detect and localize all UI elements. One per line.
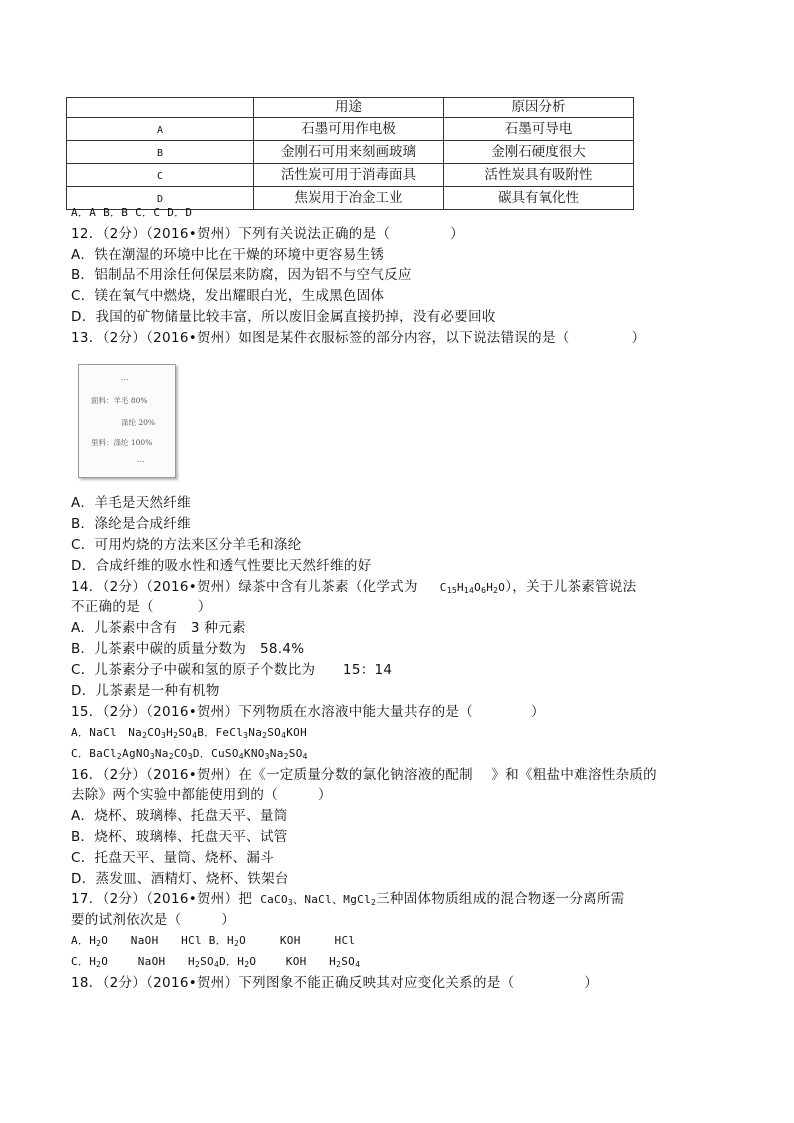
q17-options-line1: A．$H_2O$ NaOH HCl B．$H_2O$ KOH HCl (71, 934, 356, 948)
reason-cell: 石墨可导电 (444, 118, 634, 141)
q13-paren-close: ） (631, 330, 646, 346)
q17-stem (71, 889, 625, 910)
q14-formula: $C_{15}H_{14}O_6H_2O$ (439, 581, 506, 595)
q16-option-d: D．蒸发皿、酒精灯、烧杯、铁架台 (71, 871, 289, 887)
label-dots-top: … (121, 373, 129, 382)
q16-option-c: C．托盘天平、量筒、烧杯、漏斗 (71, 850, 274, 866)
q12-option-c: C．镁在氧气中燃烧，发出耀眼白光，生成黑色固体 (71, 288, 385, 304)
q13-stem-text: 13．（2分）（2016•贺州）如图是某件衣服标签的部分内容，以下说法错误的是（ (71, 330, 570, 346)
q13-option-d: D．合成纤维的吸水性和透气性要比天然纤维的好 (71, 558, 372, 574)
table-header-cell: 用途 (254, 98, 444, 118)
use-cell: 活性炭可用于消毒面具 (254, 164, 444, 187)
table-header-cell (67, 98, 254, 118)
q15-options-line1: A．NaCl $Na_2CO_3H_2SO_4B$．$FeCl_3Na_2SO_4KOH$ (71, 726, 308, 740)
q18-stem (71, 973, 598, 993)
label-line-1: 面料：羊毛 80% (91, 396, 148, 405)
q17-stem-line2 (71, 910, 235, 930)
q14-stem-line2 (71, 597, 212, 617)
use-cell: 焦炭用于冶金工业 (254, 187, 444, 210)
row-label: A (67, 118, 254, 141)
table-row (67, 141, 634, 164)
q14-option-c: C．儿茶素分子中碳和氢的原子个数比为 15：14 (71, 662, 393, 678)
q16-paren-close: ） (318, 787, 332, 803)
q15-options-line2: C．$BaCl_2AgNO_3Na_2CO_3D$．$CuSO_4KNO_3Na_2SO_4$ (71, 747, 308, 761)
reason-cell: 碳具有氧化性 (444, 187, 634, 210)
q15-paren-close: ） (531, 704, 545, 720)
table-row (67, 164, 634, 187)
q14-stem-line2-text: 不正确的是（ (71, 599, 154, 615)
table-header-row (67, 98, 634, 118)
q13-option-a: A．羊毛是天然纤维 (71, 495, 191, 511)
q14-stem-text-a: 14．（2分）（2016•贺州）绿茶中含有儿茶素（化学式为 (71, 579, 418, 595)
q12-paren-close: ） (450, 226, 464, 242)
q14-option-b: B．儿茶素中碳的质量分数为 58.4% (71, 641, 305, 657)
table-header-cell: 原因分析 (444, 98, 634, 118)
q13-option-c: C．可用灼烧的方法来区分羊毛和涤纶 (71, 537, 302, 553)
label-line-2: 涤纶 20% (121, 418, 156, 427)
q13-stem (71, 328, 645, 348)
answer-table (66, 97, 634, 210)
q14-stem (71, 577, 636, 598)
q16-stem-line2 (71, 785, 332, 805)
q15-stem (71, 702, 545, 722)
q14-option-d: D．儿茶素是一种有机物 (71, 683, 220, 699)
q11-options: A．A B．B C．C D．D (71, 206, 193, 219)
q14-option-a: A．儿茶素中含有 3 种元素 (71, 620, 246, 636)
q18-paren-close: ） (584, 975, 599, 991)
q12-option-a: A．铁在潮湿的环境中比在干燥的环境中更容易生锈 (71, 247, 385, 263)
reason-cell: 活性炭具有吸附性 (444, 164, 634, 187)
clothing-label-image (78, 364, 176, 478)
label-line-3: 里料：涤纶 100% (91, 438, 153, 447)
q15-stem-text: 15．（2分）（2016•贺州）下列物质在水溶液中能大量共存的是（ (71, 704, 473, 720)
row-label: D (67, 187, 254, 210)
use-cell: 金刚石可用来刻画玻璃 (254, 141, 444, 164)
q17-stem-text-b: 三种固体物质组成的混合物逐一分离所需 (376, 891, 625, 907)
q16-option-b: B．烧杯、玻璃棒、托盘天平、试管 (71, 829, 288, 845)
q17-stem-text-a: 17．（2分）（2016•贺州）把 (71, 891, 253, 907)
q16-stem-line1: 16．（2分）（2016•贺州）在《一定质量分数的氯化钠溶液的配制 》和《粗盐中难溶性杂质的 (71, 767, 657, 783)
q17-formula: CaCO$_3$、NaCl、MgCl$_2$ (260, 893, 377, 907)
q14-paren-close: ） (197, 599, 212, 615)
use-cell: 石墨可用作电极 (254, 118, 444, 141)
q16-option-a: A．烧杯、玻璃棒、托盘天平、量筒 (71, 808, 288, 824)
q14-stem-text-b: ），关于儿茶素管说法 (505, 579, 637, 595)
table-row (67, 118, 634, 141)
row-label: C (67, 164, 254, 187)
q18-stem-text: 18．（2分）（2016•贺州）下列图象不能正确反映其对应变化关系的是（ (71, 975, 515, 991)
reason-cell: 金刚石硬度很大 (444, 141, 634, 164)
q17-options-line2: C．$H_2O$ NaOH $H_2SO_4D$．$H_2O$ KOH $H_2SO_4$ (71, 955, 361, 969)
row-label: B (67, 141, 254, 164)
label-dots-bottom: … (137, 455, 145, 464)
q17-paren-close: ） (221, 912, 236, 928)
q16-stem-line2-text: 去除》两个实验中都能使用到的（ (71, 787, 278, 803)
q17-stem-line2-text: 要的试剂依次是（ (71, 912, 182, 928)
q12-stem-text: 12．（2分）（2016•贺州）下列有关说法正确的是（ (71, 226, 391, 242)
q12-stem (71, 224, 464, 244)
q12-option-d: D．我国的矿物储量比较丰富，所以废旧金属直接扔掉，没有必要回收 (71, 309, 496, 325)
q12-option-b: B．铝制品不用涂任何保层来防腐，因为铝不与空气反应 (71, 267, 412, 283)
q13-option-b: B．涤纶是合成纤维 (71, 516, 191, 532)
